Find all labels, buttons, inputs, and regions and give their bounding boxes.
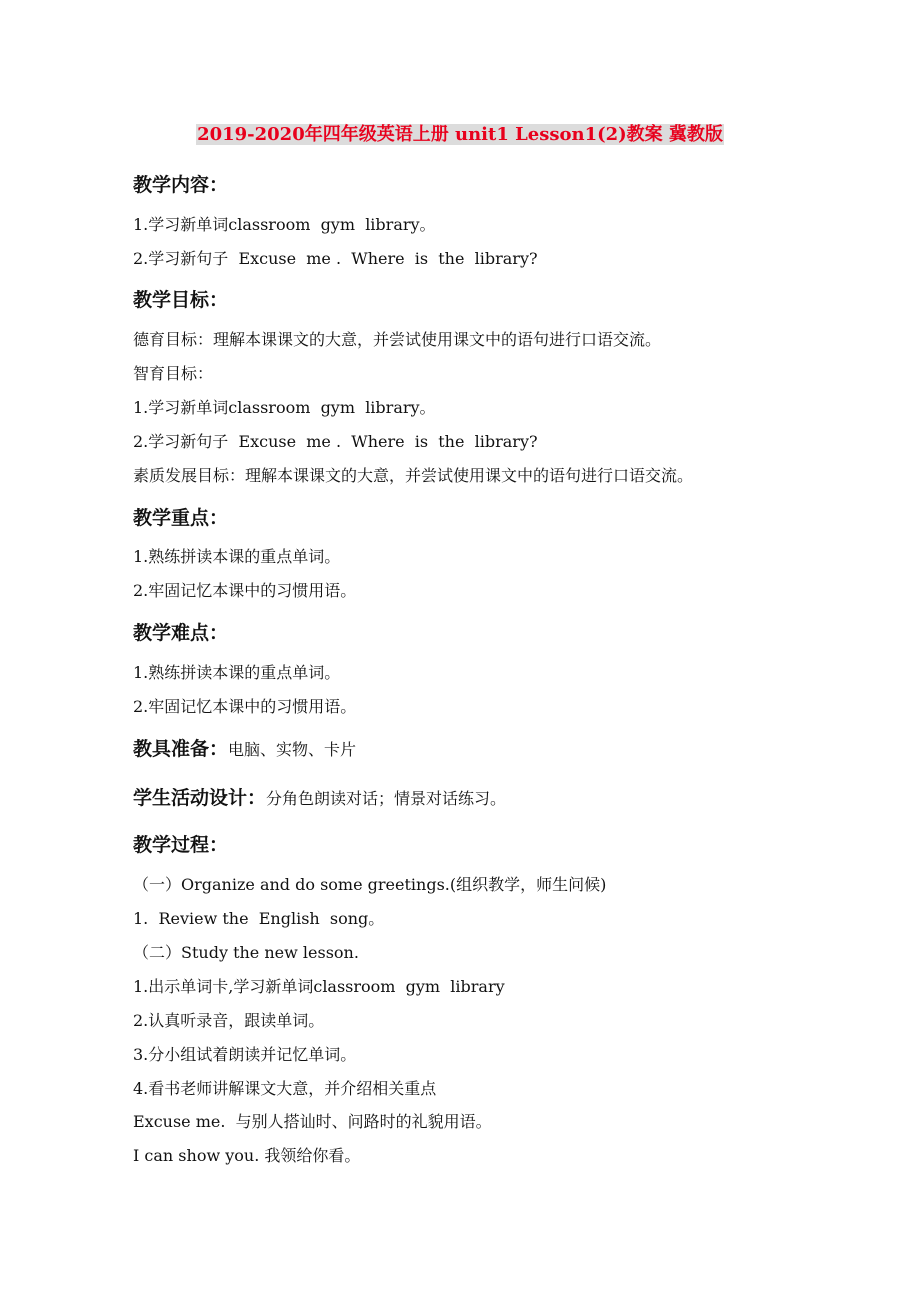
key-points-line-1: 1.熟练拼读本课的重点单词。 (133, 547, 341, 566)
heading-aids: 教具准备： (133, 738, 229, 760)
heading-difficulties: 教学难点： (133, 622, 229, 644)
process-line-4: 1.出示单词卡,学习新单词classroom gym library (133, 977, 505, 996)
heading-key-points: 教学重点： (133, 507, 229, 529)
key-points-line-2: 2.牢固记忆本课中的习惯用语。 (133, 581, 357, 600)
goals-line-1: 德育目标：理解本课课文的大意，并尝试使用课文中的语句进行口语交流。 (133, 330, 662, 349)
process-line-3: （二）Study the new lesson. (133, 943, 359, 962)
activities-row (133, 785, 506, 812)
activities-value: 分角色朗读对话；情景对话练习。 (266, 789, 507, 808)
process-line-6: 3.分小组试着朗读并记忆单词。 (133, 1045, 357, 1064)
process-line-9: I can show you. 我领给你看。 (133, 1146, 361, 1165)
process-line-2: 1. Review the English song。 (133, 909, 385, 928)
process-line-5: 2.认真听录音，跟读单词。 (133, 1011, 325, 1030)
goals-line-2: 智育目标： (133, 364, 214, 383)
heading-process: 教学过程： (133, 834, 229, 856)
process-line-8: Excuse me. 与别人搭讪时、问路时的礼貌用语。 (133, 1112, 492, 1131)
heading-goals: 教学目标： (133, 289, 229, 311)
goals-line-4: 2.学习新句子 Excuse me . Where is the library? (133, 432, 538, 451)
heading-content: 教学内容： (133, 174, 229, 196)
difficulties-line-1: 1.熟练拼读本课的重点单词。 (133, 663, 341, 682)
process-line-1: （一）Organize and do some greetings.(组织教学，师生问候) (133, 875, 607, 894)
process-line-7: 4.看书老师讲解课文大意，并介绍相关重点 (133, 1079, 437, 1098)
content-line-2: 2.学习新句子 Excuse me . Where is the library? (133, 249, 538, 268)
document-title: 2019-2020年四年级英语上册 unit1 Lesson1(2)教案 冀教版 (197, 124, 723, 145)
goals-line-5: 素质发展目标：理解本课课文的大意，并尝试使用课文中的语句进行口语交流。 (133, 466, 694, 485)
goals-line-3: 1.学习新单词classroom gym library。 (133, 398, 436, 417)
heading-activities: 学生活动设计： (133, 787, 267, 809)
content-line-1: 1.学习新单词classroom gym library。 (133, 215, 436, 234)
difficulties-line-2: 2.牢固记忆本课中的习惯用语。 (133, 697, 357, 716)
aids-value: 电脑、实物、卡片 (228, 740, 357, 759)
aids-row (133, 736, 356, 763)
